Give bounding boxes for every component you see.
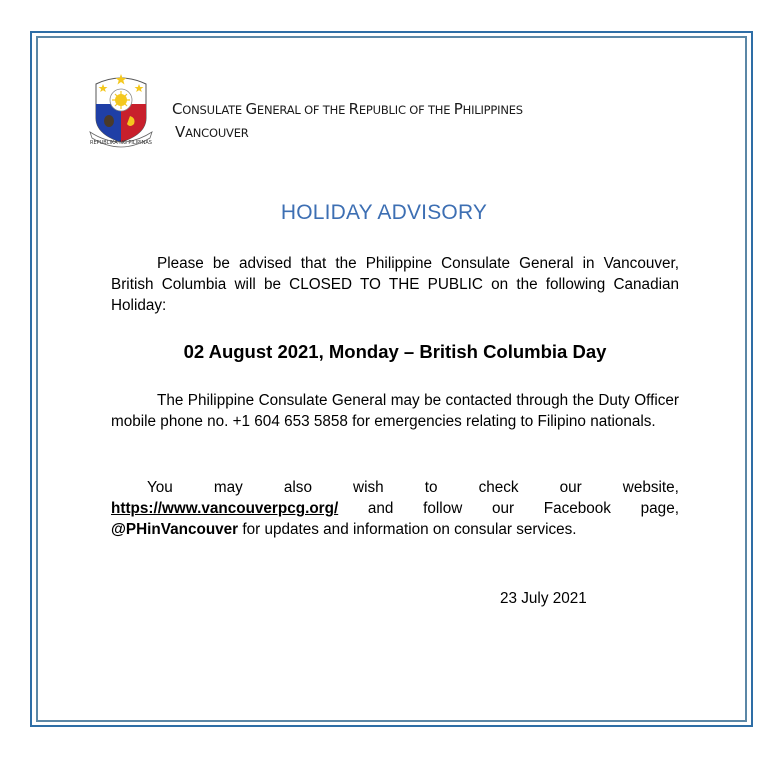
word: follow [423, 500, 463, 517]
contact-text: The Philippine Consulate General may be contacted through the Duty Officer mobile phone no. +1 604 653 5858 for emergencies relating to Filipino nationals. [111, 392, 679, 430]
letterhead-word: C [172, 100, 183, 118]
contact-paragraph [111, 390, 679, 432]
word: Facebook [543, 500, 611, 517]
holiday-date: 02 August 2021, Monday – British Columbia Day [183, 341, 607, 362]
word: may [213, 479, 243, 496]
updates-text: for updates and information on consular services. [238, 521, 577, 538]
website-line-1 [111, 477, 679, 498]
letterhead-word: R [348, 100, 359, 118]
facebook-handle[interactable]: @PHinVancouver [111, 521, 239, 538]
word: and [367, 500, 394, 517]
closure-text: Please be advised that the Philippine Consulate General in Vancouver, British Columbia will be CLOSED TO THE PUBLIC on the following Canadian Holiday: [111, 255, 679, 314]
philippine-coat-of-arms-icon [86, 66, 156, 150]
letterhead-word: ANCOUVER [185, 126, 249, 140]
letterhead-word: ONSULATE [182, 103, 246, 117]
closure-paragraph [111, 253, 679, 316]
word: to [424, 479, 438, 496]
letterhead-word: EPUBLIC OF THE [358, 103, 454, 117]
word: our [491, 500, 515, 517]
website-paragraph [111, 477, 679, 540]
word: You [147, 479, 173, 496]
consulate-name [172, 98, 523, 121]
website-link[interactable]: https://www.vancouverpcg.org/ [111, 500, 339, 517]
word: also [283, 479, 312, 496]
letterhead-word: G [245, 100, 257, 118]
letterhead-word: ENERAL OF THE [256, 103, 349, 117]
word: page, [640, 500, 679, 517]
letterhead-word: P [453, 100, 463, 118]
svg-text:REPUBLIKA NG PILIPINAS: REPUBLIKA NG PILIPINAS [90, 140, 152, 146]
website-line-2 [111, 498, 679, 519]
advisory-title: HOLIDAY ADVISORY [280, 201, 488, 224]
letterhead-word: V [175, 123, 186, 141]
word: website, [622, 479, 679, 496]
advisory-date: 23 July 2021 [500, 590, 587, 607]
word: wish [353, 479, 384, 496]
consulate-city [172, 121, 523, 144]
letterhead-word: HILIPPINES [462, 103, 523, 117]
word: our [559, 479, 582, 496]
letterhead [172, 98, 523, 144]
website-line-3 [111, 519, 679, 540]
word: check [478, 479, 519, 496]
